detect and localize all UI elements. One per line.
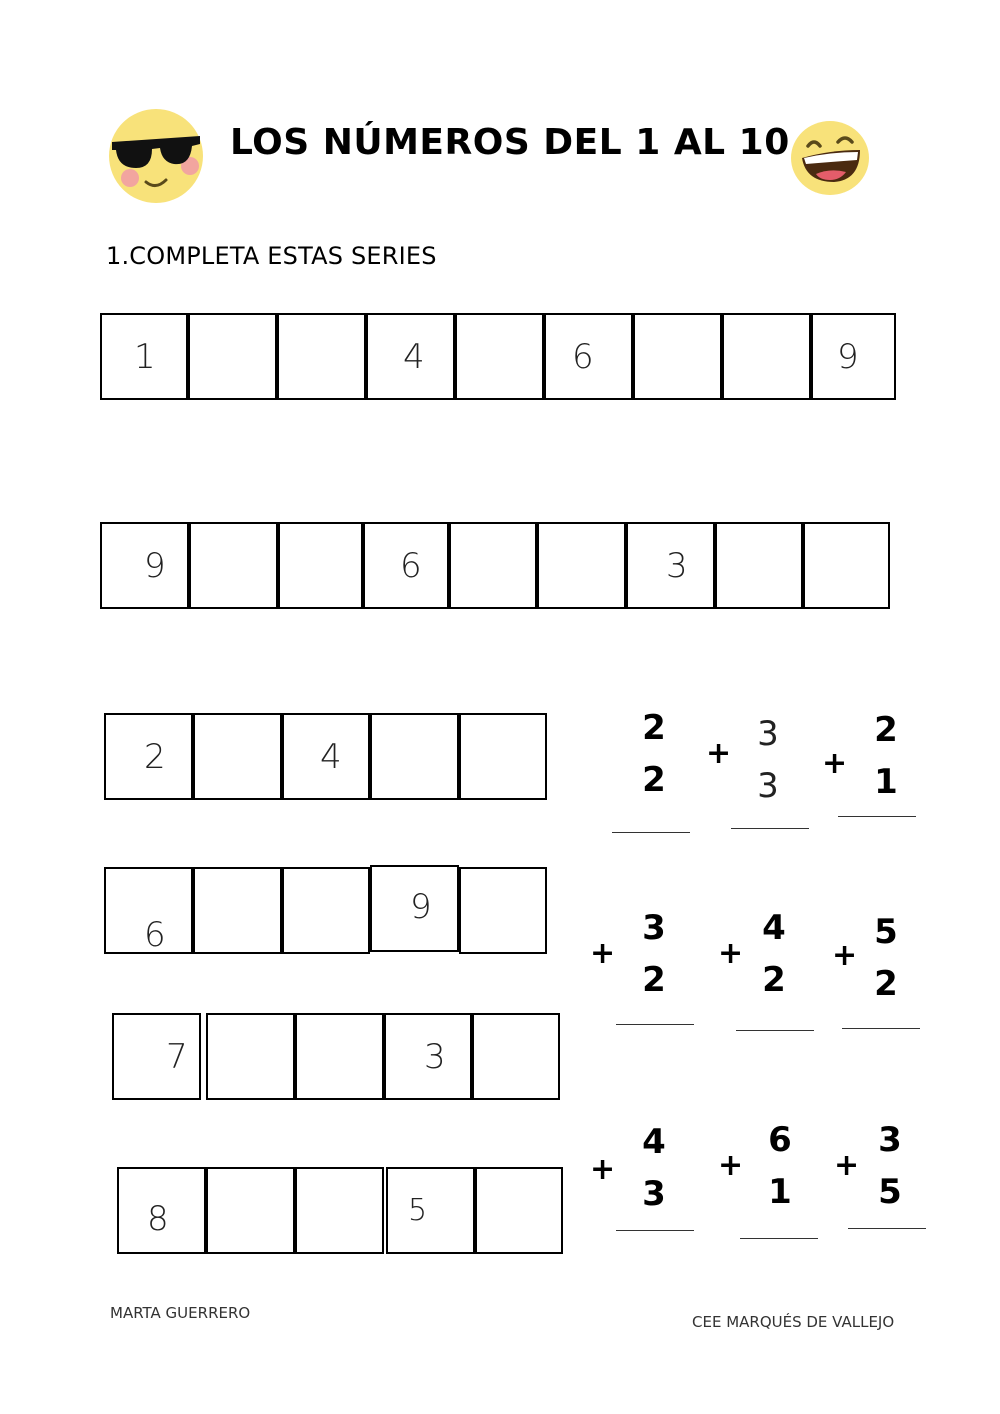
addition-problem — [834, 1118, 914, 1248]
answer-line[interactable] — [842, 1028, 920, 1029]
series-number: 9 — [410, 887, 432, 927]
plus-sign: + — [590, 936, 616, 971]
addend-top: 2 — [642, 708, 666, 748]
addition-problem — [832, 910, 912, 1040]
plus-sign: + — [590, 1152, 616, 1187]
addend-top: 6 — [768, 1120, 792, 1160]
plus-sign: + — [718, 1148, 744, 1183]
addend-bottom: 2 — [874, 964, 898, 1004]
addend-bottom: 3 — [757, 766, 779, 806]
series-box[interactable] — [100, 522, 189, 609]
author-name: MARTA GUERRERO — [110, 1304, 251, 1322]
series-box[interactable] — [715, 522, 803, 609]
answer-line[interactable] — [616, 1024, 694, 1025]
series-number: 5 — [408, 1193, 428, 1228]
addend-top: 4 — [642, 1122, 666, 1162]
addend-bottom: 2 — [762, 960, 786, 1000]
addition-problem — [706, 712, 786, 842]
series-number: 4 — [403, 337, 425, 377]
series-box[interactable] — [722, 313, 811, 400]
plus-sign: + — [832, 938, 858, 973]
series-box[interactable] — [206, 1013, 295, 1100]
sunglasses-emoji-icon — [108, 108, 204, 204]
series-number: 1 — [134, 337, 156, 377]
series-number: 6 — [400, 546, 422, 586]
answer-line[interactable] — [731, 828, 809, 829]
series-box[interactable] — [449, 522, 537, 609]
answer-line[interactable] — [838, 816, 916, 817]
series-box[interactable] — [100, 313, 188, 400]
series-box[interactable] — [193, 867, 282, 954]
answer-line[interactable] — [612, 832, 690, 833]
series-number: 4 — [320, 737, 342, 777]
plus-sign: + — [706, 736, 732, 771]
series-box[interactable] — [206, 1167, 295, 1254]
series-box[interactable] — [472, 1013, 560, 1100]
answer-line[interactable] — [736, 1030, 814, 1031]
addition-problem — [590, 1120, 670, 1250]
addition-problem — [590, 906, 670, 1036]
series-number: 6 — [572, 337, 594, 377]
addend-bottom: 1 — [768, 1172, 792, 1212]
series-box[interactable] — [366, 313, 455, 400]
addend-bottom: 1 — [874, 762, 898, 802]
series-box[interactable] — [803, 522, 890, 609]
addend-bottom: 3 — [642, 1174, 666, 1214]
series-box[interactable] — [459, 713, 547, 800]
addition-problem — [612, 708, 692, 838]
series-box[interactable] — [104, 713, 193, 800]
series-number: 9 — [837, 337, 859, 377]
series-box[interactable] — [112, 1013, 201, 1100]
laughing-emoji-icon — [790, 120, 870, 196]
series-box[interactable] — [455, 313, 544, 400]
series-number: 2 — [144, 737, 166, 777]
series-box[interactable] — [544, 313, 633, 400]
series-box[interactable] — [188, 313, 277, 400]
plus-sign: + — [822, 746, 848, 781]
series-number: 3 — [666, 546, 688, 586]
series-box[interactable] — [277, 313, 366, 400]
series-number: 6 — [144, 915, 166, 955]
series-box[interactable] — [370, 713, 459, 800]
series-box[interactable] — [117, 1167, 206, 1254]
addend-top: 5 — [874, 912, 898, 952]
series-box[interactable] — [295, 1013, 384, 1100]
series-box[interactable] — [104, 867, 193, 954]
school-name: CEE MARQUÉS DE VALLEJO — [692, 1313, 895, 1331]
answer-line[interactable] — [616, 1230, 694, 1231]
addend-top: 4 — [762, 908, 786, 948]
series-number: 3 — [424, 1037, 446, 1077]
addition-problem — [718, 906, 798, 1036]
series-box[interactable] — [189, 522, 278, 609]
addend-bottom: 2 — [642, 760, 666, 800]
series-box[interactable] — [811, 313, 896, 400]
series-box[interactable] — [282, 867, 370, 954]
addend-bottom: 2 — [642, 960, 666, 1000]
series-box[interactable] — [384, 1013, 472, 1100]
addend-bottom: 5 — [878, 1172, 902, 1212]
plus-sign: + — [834, 1148, 860, 1183]
answer-line[interactable] — [740, 1238, 818, 1239]
instruction-text: 1.COMPLETA ESTAS SERIES — [106, 242, 437, 270]
answer-line[interactable] — [848, 1228, 926, 1229]
series-box[interactable] — [633, 313, 722, 400]
series-box[interactable] — [363, 522, 449, 609]
addend-top: 3 — [757, 714, 779, 754]
series-box[interactable] — [459, 867, 547, 954]
series-box[interactable] — [295, 1167, 384, 1254]
addition-problem — [718, 1118, 798, 1248]
series-box[interactable] — [626, 522, 715, 609]
series-box[interactable] — [370, 865, 459, 952]
series-number: 9 — [144, 546, 166, 586]
series-box[interactable] — [278, 522, 363, 609]
addition-problem — [822, 708, 902, 838]
series-number: 8 — [147, 1199, 169, 1239]
series-box[interactable] — [386, 1167, 475, 1254]
series-box[interactable] — [475, 1167, 563, 1254]
addend-top: 2 — [874, 710, 898, 750]
plus-sign: + — [718, 936, 744, 971]
page-title: LOS NÚMEROS DEL 1 AL 10 — [230, 122, 790, 163]
series-number: 7 — [166, 1037, 188, 1077]
series-box[interactable] — [282, 713, 370, 800]
addend-top: 3 — [642, 908, 666, 948]
series-box[interactable] — [193, 713, 282, 800]
series-box[interactable] — [537, 522, 626, 609]
addend-top: 3 — [878, 1120, 902, 1160]
